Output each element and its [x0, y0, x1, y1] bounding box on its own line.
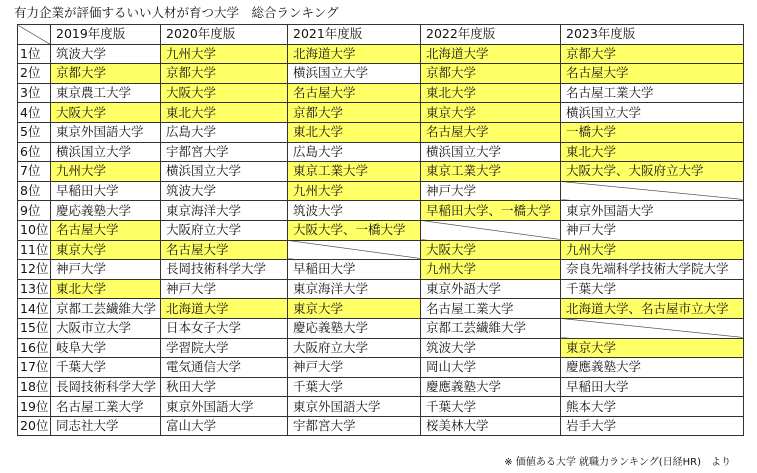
university-cell: 一橋大学: [561, 122, 744, 142]
table-row: [18, 358, 744, 378]
university-cell: 京都工芸繊維大学: [51, 299, 161, 319]
rank-cell: 18位: [18, 377, 51, 397]
university-cell: 九州大学: [421, 260, 561, 280]
empty-cell: [561, 318, 744, 338]
corner-cell: [18, 25, 51, 45]
university-cell: 大阪府立大学: [288, 338, 421, 358]
university-cell: 京都大学: [161, 64, 288, 84]
university-cell: 慶応義塾大学: [288, 318, 421, 338]
university-cell: 大阪大学、一橋大学: [288, 220, 421, 240]
university-cell: 奈良先端科学技術大学院大学: [561, 260, 744, 280]
university-cell: 北海道大学、名古屋市立大学: [561, 299, 744, 319]
university-cell: 千葉大学: [51, 358, 161, 378]
rank-cell: 11位: [18, 240, 51, 260]
university-cell: 東京外国語大学: [51, 122, 161, 142]
university-cell: 名古屋大学: [51, 220, 161, 240]
university-cell: 東北大学: [421, 83, 561, 103]
rank-cell: 13位: [18, 279, 51, 299]
university-cell: 九州大学: [561, 240, 744, 260]
column-header: 2021年度版: [288, 25, 421, 45]
column-header: 2020年度版: [161, 25, 288, 45]
university-cell: 名古屋大学: [561, 64, 744, 84]
university-cell: 京都大学: [561, 44, 744, 64]
table-row: [18, 240, 744, 260]
rank-cell: 1位: [18, 44, 51, 64]
university-cell: 横浜国立大学: [51, 142, 161, 162]
university-cell: 京都大学: [288, 103, 421, 123]
university-cell: 東北大学: [161, 103, 288, 123]
table-row: [18, 103, 744, 123]
table-row: [18, 44, 744, 64]
university-cell: 長岡技術科学大学: [51, 377, 161, 397]
table-row: [18, 416, 744, 436]
university-cell: 桜美林大学: [421, 416, 561, 436]
university-cell: 九州大学: [161, 44, 288, 64]
university-cell: 神戸大学: [51, 260, 161, 280]
university-cell: 名古屋大学: [161, 240, 288, 260]
university-cell: 宇都宮大学: [288, 416, 421, 436]
university-cell: 大阪市立大学: [51, 318, 161, 338]
university-cell: 慶應義塾大学: [561, 358, 744, 378]
university-cell: 秋田大学: [161, 377, 288, 397]
university-cell: 早稲田大学: [561, 377, 744, 397]
university-cell: 京都工芸繊維大学: [421, 318, 561, 338]
rank-cell: 9位: [18, 201, 51, 221]
university-cell: 東京海洋大学: [161, 201, 288, 221]
university-cell: 神戸大学: [421, 181, 561, 201]
rank-cell: 10位: [18, 220, 51, 240]
university-cell: 名古屋工業大学: [421, 299, 561, 319]
table-row: [18, 279, 744, 299]
university-cell: 名古屋工業大学: [561, 83, 744, 103]
university-cell: 早稲田大学、一橋大学: [421, 201, 561, 221]
ranking-table: [17, 24, 744, 436]
university-cell: 電気通信大学: [161, 358, 288, 378]
university-cell: 京都大学: [421, 64, 561, 84]
university-cell: 東京大学: [51, 240, 161, 260]
university-cell: 熊本大学: [561, 397, 744, 417]
table-row: [18, 181, 744, 201]
table-row: [18, 220, 744, 240]
university-cell: 東京大学: [561, 338, 744, 358]
university-cell: 大阪大学: [161, 83, 288, 103]
university-cell: 長岡技術科学大学: [161, 260, 288, 280]
table-row: [18, 260, 744, 280]
university-cell: 日本女子大学: [161, 318, 288, 338]
university-cell: 岩手大学: [561, 416, 744, 436]
university-cell: 宇都宮大学: [161, 142, 288, 162]
university-cell: 東京外国語大学: [561, 201, 744, 221]
university-cell: 横浜国立大学: [421, 142, 561, 162]
rank-cell: 12位: [18, 260, 51, 280]
university-cell: 岐阜大学: [51, 338, 161, 358]
rank-cell: 17位: [18, 358, 51, 378]
rank-cell: 19位: [18, 397, 51, 417]
university-cell: 名古屋工業大学: [51, 397, 161, 417]
university-cell: 千葉大学: [561, 279, 744, 299]
university-cell: 京都大学: [51, 64, 161, 84]
university-cell: 東京農工大学: [51, 83, 161, 103]
table-row: [18, 318, 744, 338]
university-cell: 神戸大学: [561, 220, 744, 240]
rank-cell: 2位: [18, 64, 51, 84]
university-cell: 千葉大学: [421, 397, 561, 417]
table-row: [18, 201, 744, 221]
university-cell: 東京大学: [421, 103, 561, 123]
column-header: 2023年度版: [561, 25, 744, 45]
university-cell: 筑波大学: [288, 201, 421, 221]
column-header: 2022年度版: [421, 25, 561, 45]
empty-cell: [421, 220, 561, 240]
table-row: [18, 122, 744, 142]
university-cell: 北海道大学: [161, 299, 288, 319]
university-cell: 慶応義塾大学: [51, 201, 161, 221]
university-cell: 九州大学: [51, 162, 161, 182]
university-cell: 神戸大学: [288, 358, 421, 378]
university-cell: 東北大学: [288, 122, 421, 142]
university-cell: 東北大学: [51, 279, 161, 299]
university-cell: 岡山大学: [421, 358, 561, 378]
university-cell: 大阪府立大学: [161, 220, 288, 240]
university-cell: 筑波大学: [421, 338, 561, 358]
header-row: [18, 25, 744, 45]
university-cell: 神戸大学: [161, 279, 288, 299]
university-cell: 学習院大学: [161, 338, 288, 358]
university-cell: 横浜国立大学: [161, 162, 288, 182]
university-cell: 横浜国立大学: [288, 64, 421, 84]
university-cell: 名古屋大学: [421, 122, 561, 142]
table-row: [18, 64, 744, 84]
table-row: [18, 142, 744, 162]
university-cell: 東京工業大学: [421, 162, 561, 182]
rank-cell: 15位: [18, 318, 51, 338]
rank-cell: 3位: [18, 83, 51, 103]
table-row: [18, 377, 744, 397]
university-cell: 広島大学: [288, 142, 421, 162]
empty-cell: [288, 240, 421, 260]
university-cell: 東京外国語大学: [288, 397, 421, 417]
university-cell: 横浜国立大学: [561, 103, 744, 123]
university-cell: 東京外国語大学: [161, 397, 288, 417]
ranking-body: [18, 44, 744, 436]
rank-cell: 20位: [18, 416, 51, 436]
university-cell: 大阪大学: [51, 103, 161, 123]
university-cell: 慶應義塾大学: [421, 377, 561, 397]
university-cell: 筑波大学: [161, 181, 288, 201]
university-cell: 九州大学: [288, 181, 421, 201]
university-cell: 早稲田大学: [51, 181, 161, 201]
rank-cell: 6位: [18, 142, 51, 162]
university-cell: 東京大学: [288, 299, 421, 319]
university-cell: 同志社大学: [51, 416, 161, 436]
university-cell: 千葉大学: [288, 377, 421, 397]
university-cell: 北海道大学: [288, 44, 421, 64]
university-cell: 広島大学: [161, 122, 288, 142]
university-cell: 早稲田大学: [288, 260, 421, 280]
university-cell: 東京海洋大学: [288, 279, 421, 299]
table-row: [18, 162, 744, 182]
university-cell: 名古屋大学: [288, 83, 421, 103]
rank-cell: 4位: [18, 103, 51, 123]
rank-cell: 5位: [18, 122, 51, 142]
page-title: 有力企業が評価するいい人材が育つ大学 総合ランキング: [14, 5, 339, 20]
table-row: [18, 83, 744, 103]
column-header: 2019年度版: [51, 25, 161, 45]
table-row: [18, 397, 744, 417]
rank-cell: 14位: [18, 299, 51, 319]
university-cell: 筑波大学: [51, 44, 161, 64]
university-cell: 大阪大学、大阪府立大学: [561, 162, 744, 182]
rank-cell: 16位: [18, 338, 51, 358]
university-cell: 大阪大学: [421, 240, 561, 260]
university-cell: 東京外語大学: [421, 279, 561, 299]
source-note: ※ 価値ある大学 就職力ランキング(日経HR) より: [504, 457, 731, 468]
table-row: [18, 299, 744, 319]
empty-cell: [561, 181, 744, 201]
table-row: [18, 338, 744, 358]
university-cell: 富山大学: [161, 416, 288, 436]
university-cell: 北海道大学: [421, 44, 561, 64]
rank-cell: 8位: [18, 181, 51, 201]
rank-cell: 7位: [18, 162, 51, 182]
university-cell: 東北大学: [561, 142, 744, 162]
university-cell: 東京工業大学: [288, 162, 421, 182]
